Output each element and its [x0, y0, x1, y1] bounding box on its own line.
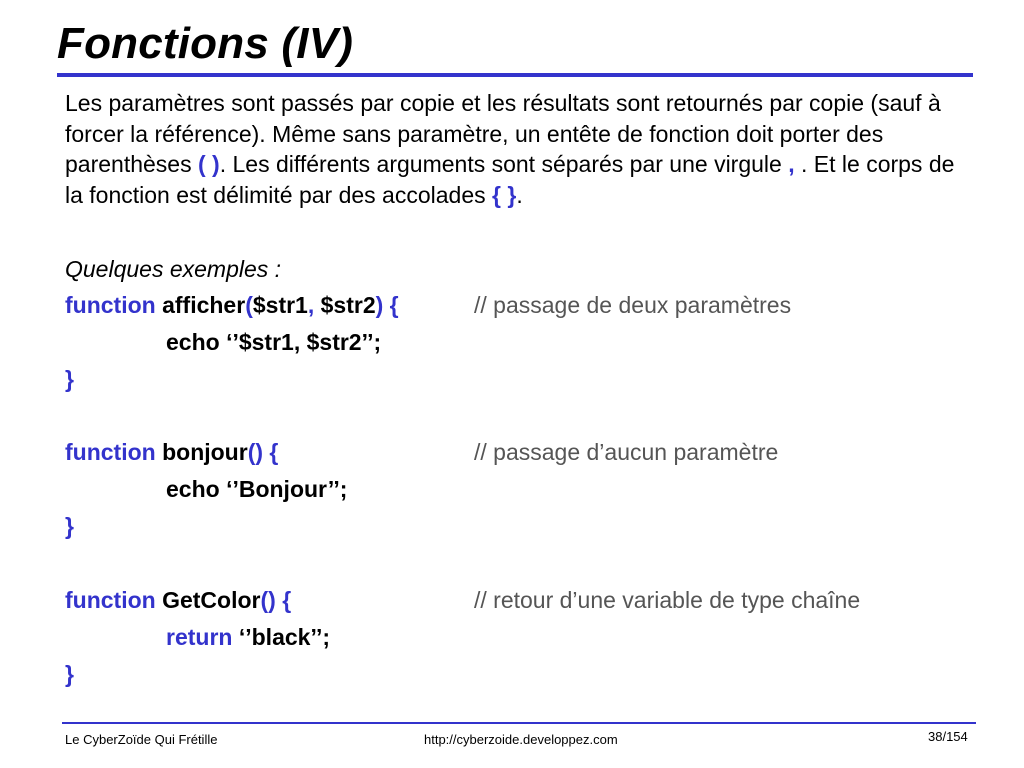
- paren-brace: () {: [260, 587, 292, 613]
- comma-symbol: ,: [788, 151, 795, 177]
- footer-url: http://cyberzoide.developpez.com: [424, 732, 618, 747]
- slide-title: Fonctions (IV): [57, 19, 354, 68]
- comment-bonjour: // passage d’aucun paramètre: [474, 439, 779, 465]
- braces-symbol: { }: [492, 181, 517, 208]
- intro-text-3: . Et le corps de la fonction est délimité par des accolades: [65, 151, 955, 208]
- function-name: GetColor: [162, 587, 261, 613]
- intro-text-2: . Les différents arguments sont séparés par une virgule: [219, 151, 789, 177]
- function-name: afficher: [162, 292, 246, 318]
- code-line-afficher-signature: [65, 290, 399, 320]
- open-paren: (: [245, 292, 253, 318]
- paren-brace: () {: [247, 439, 279, 465]
- close-paren-brace: ) {: [375, 292, 399, 318]
- function-keyword: function: [65, 439, 156, 465]
- arg-str1: $str1: [252, 292, 308, 318]
- comment-getcolor: // retour d’une variable de type chaîne: [474, 587, 861, 613]
- intro-text-1: Les paramètres sont passés par copie et les résultats sont retournés par copie (sauf à forcer la référence). Même sans paramètre, un entête de fonction doit porter des parenthèses: [65, 90, 941, 177]
- function-keyword: function: [65, 292, 156, 318]
- function-name: bonjour: [162, 439, 248, 465]
- code-line-afficher-body: echo ‘’$str1, $str2’’;: [166, 329, 382, 355]
- code-line-getcolor-body: [166, 622, 330, 652]
- return-keyword: return: [166, 624, 233, 650]
- code-line-bonjour-signature: [65, 437, 278, 467]
- title-divider: [57, 73, 973, 77]
- footer-divider: [62, 722, 976, 724]
- code-line-getcolor-end: }: [65, 661, 74, 687]
- footer-author: Le CyberZoïde Qui Frétille: [65, 732, 218, 747]
- comment-afficher: // passage de deux paramètres: [474, 292, 792, 318]
- return-value: ‘’black’’;: [232, 624, 331, 650]
- intro-text-4: .: [516, 181, 523, 208]
- arg-str2: $str2: [314, 292, 376, 318]
- parentheses-symbol: ( ): [197, 151, 220, 177]
- code-line-afficher-end: }: [65, 366, 74, 392]
- code-line-getcolor-signature: [65, 585, 291, 615]
- examples-label: Quelques exemples :: [65, 256, 282, 282]
- function-keyword: function: [65, 587, 156, 613]
- page-number: 38/154: [928, 729, 968, 744]
- code-line-bonjour-body: echo ‘’Bonjour’’;: [166, 476, 348, 502]
- arg-comma: ,: [307, 292, 315, 318]
- intro-paragraph: [65, 88, 970, 210]
- code-line-bonjour-end: }: [65, 513, 74, 539]
